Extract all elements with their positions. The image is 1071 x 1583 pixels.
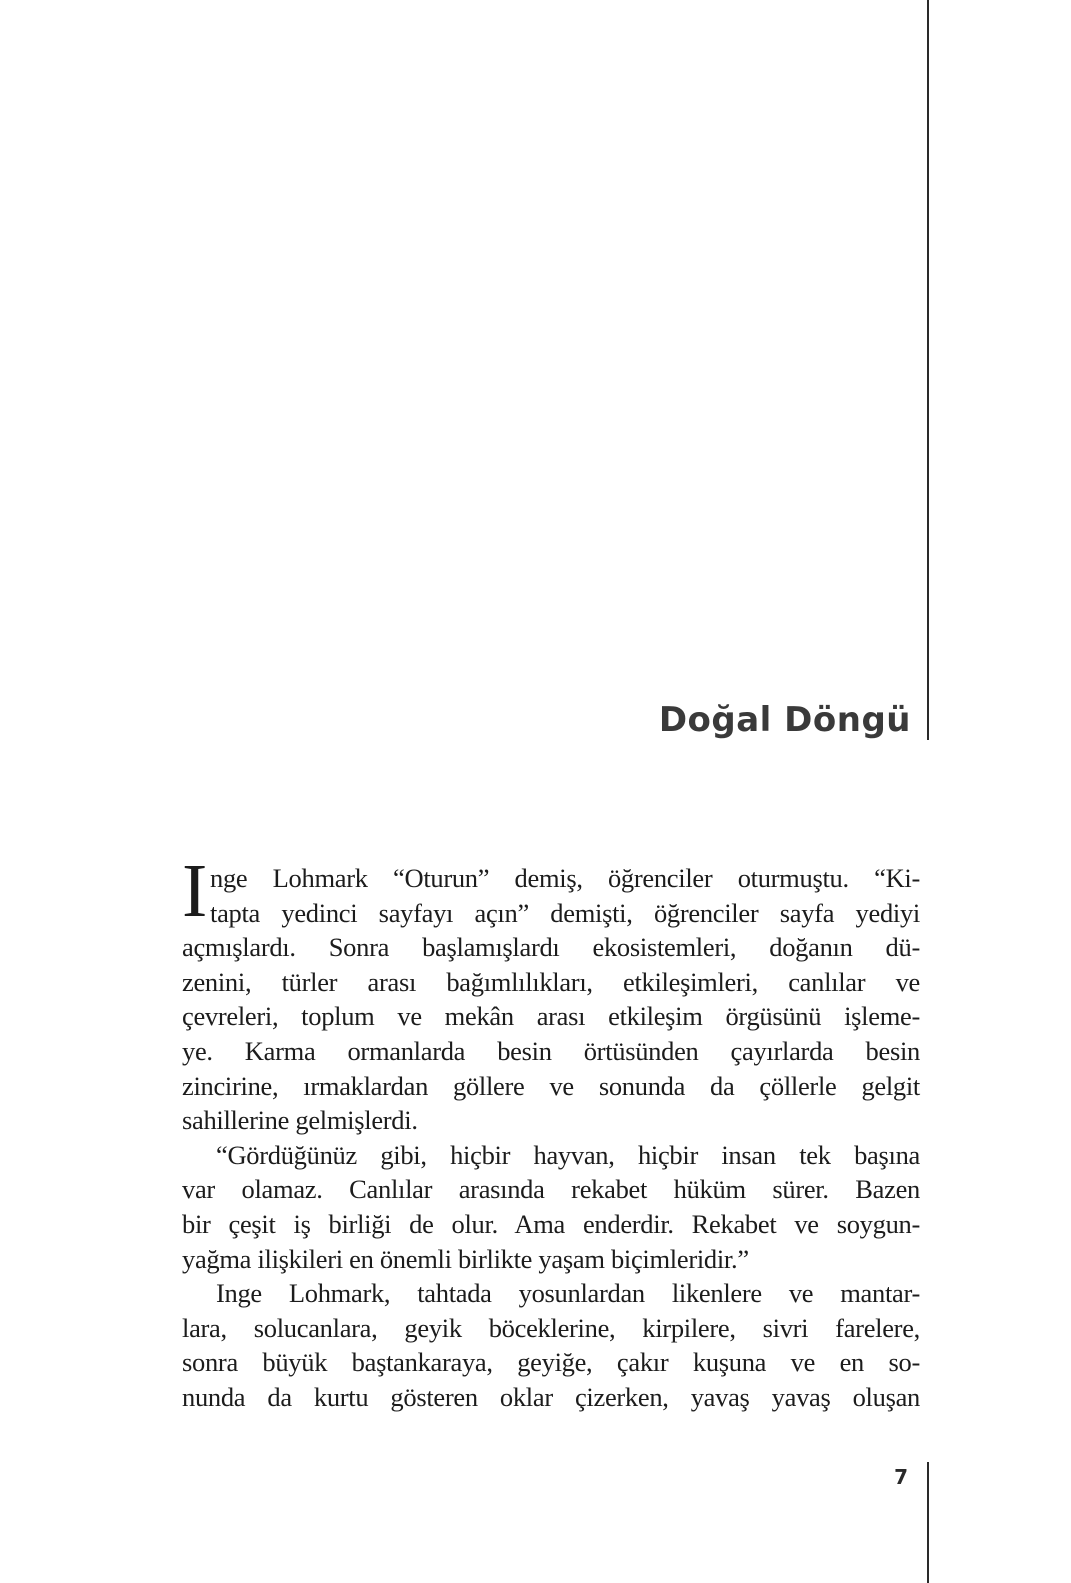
text-line: nunda da kurtu gösteren oklar çizerken, yavaş yavaş oluşan <box>182 1381 920 1412</box>
text-line: ye. Karma ormanlarda besin örtüsünden çayırlarda besin <box>182 1035 920 1066</box>
text-line: nge Lohmark “Oturun” demiş, öğrenciler oturmuştu. “Ki- <box>210 863 920 893</box>
margin-rule-top <box>927 0 929 740</box>
paragraph-1-opening <box>210 861 920 930</box>
text-line: “Gördüğünüz gibi, hiçbir hayvan, hiçbir insan tek başına <box>216 1139 920 1170</box>
text-line: var olamaz. Canlılar arasında rekabet hüküm sürer. Bazen <box>182 1174 920 1205</box>
text-line: zenini, türler arası bağımlılıkları, etkileşimleri, canlılar ve <box>182 966 920 997</box>
text-line: zincirine, ırmaklardan göllere ve sonunda da çöllerle gelgit <box>182 1070 920 1101</box>
text-line: bir çeşit iş birliği de olur. Ama enderdir. Rekabet ve soygun- <box>182 1208 920 1239</box>
text-line: lara, solucanlara, geyik böceklerine, kirpilere, sivri farelere, <box>182 1312 920 1343</box>
body-text <box>182 930 920 1414</box>
text-line: Inge Lohmark, tahtada yosunlardan likenlere ve mantar- <box>216 1278 920 1309</box>
drop-cap: I <box>182 849 208 933</box>
margin-rule-bottom <box>927 1462 929 1583</box>
text-line: yağma ilişkileri en önemli birlikte yaşam biçimleridir.” <box>182 1243 749 1274</box>
chapter-title: Doğal Döngü <box>658 700 911 740</box>
text-line: açmışlardı. Sonra başlamışlardı ekosistemleri, doğanın dü- <box>182 932 920 963</box>
text-line: tapta yedinci sayfayı açın” demişti, öğrenciler sayfa yediyi <box>210 897 920 928</box>
page-number: 7 <box>894 1465 908 1489</box>
text-line: sonra büyük baştankaraya, geyiğe, çakır kuşuna ve en so- <box>182 1347 920 1378</box>
text-line: sahillerine gelmişlerdi. <box>182 1105 418 1136</box>
text-line: çevreleri, toplum ve mekân arası etkileşim örgüsünü işleme- <box>182 1001 920 1032</box>
